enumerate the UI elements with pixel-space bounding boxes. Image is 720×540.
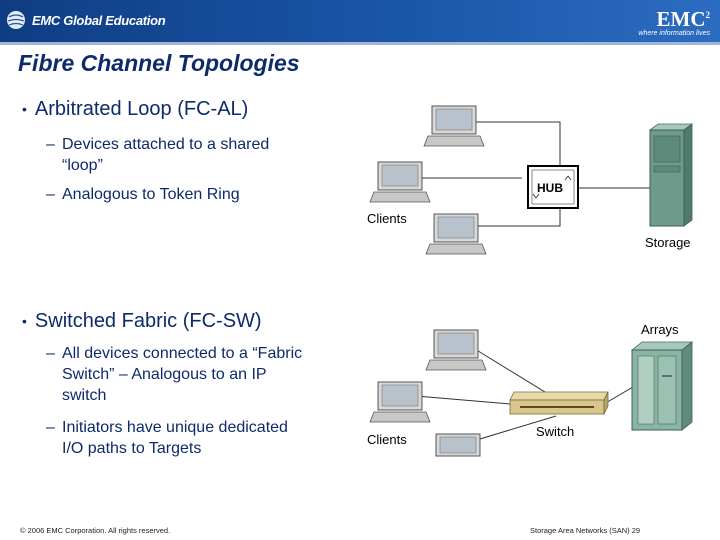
arrays-label: Arrays xyxy=(641,322,679,337)
clients-label: Clients xyxy=(367,432,407,447)
loop-connection xyxy=(465,207,560,226)
laptop-icon xyxy=(436,434,480,456)
bullet-dot-icon: • xyxy=(22,101,27,117)
storage-label: Storage xyxy=(645,235,691,250)
sub-text-line2: Switch” – Analogous to an IP xyxy=(62,366,267,383)
emc-education-logo xyxy=(6,6,165,34)
bullet-dot-icon: • xyxy=(22,313,27,329)
bullet-arbitrated-loop xyxy=(22,98,248,121)
laptop-icon xyxy=(424,106,484,146)
laptop-icon xyxy=(370,162,430,202)
laptop-icon xyxy=(426,214,486,254)
sub-text-line2: “loop” xyxy=(62,157,103,174)
copyright-footer: © 2006 EMC Corporation. All rights reserved. xyxy=(20,526,171,535)
storage-array-icon xyxy=(632,342,692,430)
sub-bullet-dedicated-paths: – Initiators have unique dedicated I/O paths to Targets xyxy=(46,419,288,457)
sub-bullet-shared-loop: – Devices attached to a shared “loop” xyxy=(46,136,270,174)
sub-text: Analogous to Token Ring xyxy=(62,186,240,203)
sub-text-line1: Initiators have unique dedicated xyxy=(62,419,288,436)
laptop-icon xyxy=(370,382,430,422)
switch-icon xyxy=(510,392,608,414)
brand-name: EMC xyxy=(656,7,706,31)
storage-tower-icon xyxy=(650,124,692,226)
course-footer: Storage Area Networks (SAN) 29 xyxy=(530,526,641,535)
switch-label: Switch xyxy=(536,424,575,439)
sub-text-line1: Devices attached to a shared xyxy=(62,136,270,153)
brand-tagline: where information lives xyxy=(638,30,710,37)
bullet-text: Switched Fabric (FC-SW) xyxy=(34,310,262,332)
sub-bullet-fabric-switch: – All devices connected to a “Fabric Switch” – Analogous to an IP switch xyxy=(46,345,303,404)
hub-label: HUB xyxy=(537,181,563,195)
fc-sw-diagram xyxy=(360,320,720,470)
laptop-icon xyxy=(426,330,486,370)
org-name: EMC Global Education xyxy=(32,12,166,28)
bullet-switched-fabric xyxy=(22,310,262,333)
slide-title: Fibre Channel Topologies xyxy=(18,50,300,76)
emc-logo xyxy=(620,4,710,38)
header-divider xyxy=(0,42,720,45)
brand-superscript: 2 xyxy=(705,10,710,20)
sub-bullet-token-ring: – Analogous to Token Ring xyxy=(46,186,240,203)
bullet-text: Arbitrated Loop (FC-AL) xyxy=(34,98,249,120)
clients-label: Clients xyxy=(367,211,407,226)
sub-text-line2: I/O paths to Targets xyxy=(62,440,202,457)
sub-text-line1: All devices connected to a “Fabric xyxy=(62,345,303,362)
fabric-connection xyxy=(416,396,510,404)
header-bar xyxy=(0,0,720,42)
sub-text-line3: switch xyxy=(62,387,107,404)
globe-icon xyxy=(6,9,26,31)
